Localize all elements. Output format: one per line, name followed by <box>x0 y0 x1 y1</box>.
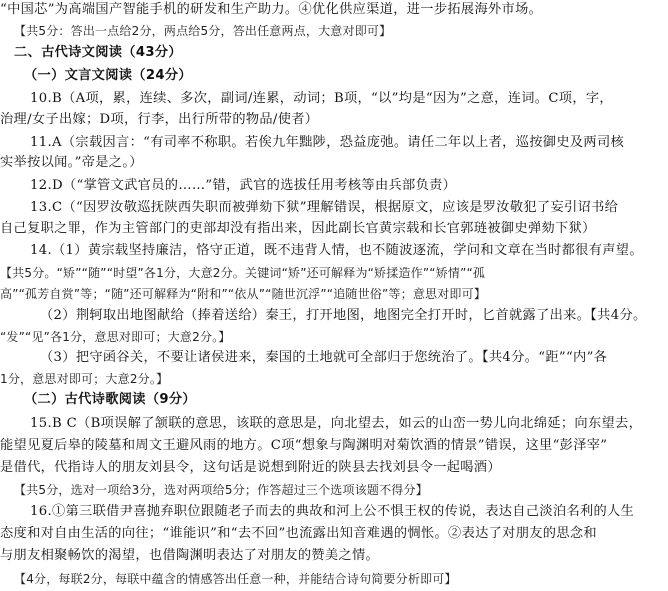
text-line: 实举按以闻。”帝是之。） <box>0 155 143 170</box>
text-line: “中国芯”为高端国产智能手机的研发和生产助力。④优化供应渠道，进一步拓展海外市场。 <box>0 2 543 17</box>
answer-12: 12.D（“掌管文武官员的……”错，武官的选拔任用考核等由兵部负责） <box>30 178 457 193</box>
scoring-note: 高”“孤芳自赏”等；“随”还可解释为“附和”“依从”“随世沉浮”“追随世俗”等；意思对即可】 <box>0 287 487 301</box>
subsection-heading: （一）文言文阅读（24分） <box>24 68 192 83</box>
answer-15: 15.B C（B项误解了颔联的意思，该联的意思是，向北望去，如云的山峦一势儿向北绵延；向东望去， <box>30 416 643 431</box>
scoring-note: 1分，意思对即可；大意2分。】 <box>0 372 169 386</box>
text-line: 态度和对自由生活的向往；“谁能识”和“去不回”也流露出知音难遇的惆怅。②表达了对朋友的思念和 <box>0 526 597 541</box>
text-line: 自己复职之罪，作为主管部门的吏部却没有指出来，因此副长官黄宗载和长官郭琏被御史弹劾下狱） <box>0 221 596 236</box>
answer-11: 11.A（宗载因言：“有司率不称职。若俟九年黜陟，恐益庞弛。请任二年以上者，巡按御史及两司核 <box>30 135 625 150</box>
text-line: 是借代，代指诗人的朋友刘县令，这句话是说想到附近的陕县去找刘县令一起喝酒） <box>0 460 501 475</box>
text-line: 治理/女子出嫁；D项，行李，出行所带的物品/使者） <box>0 112 319 127</box>
answer-14-3: （3）把守函谷关，不要让诸侯进来，秦国的土地就可全部归于您统治了。【共4分。“距”“内”各 <box>40 350 608 365</box>
scoring-note: 【4分，每联2分，每联中蕴含的情感答出任意一种，并能结合诗句简要分析即可】 <box>14 572 457 586</box>
answer-13: 13.C（“因罗汝敬巡抚陕西失职而被弹劾下狱”理解错误，根据原文，应该是罗汝敬犯了妄引诏书给 <box>30 200 619 215</box>
section-heading: 二、古代诗文阅读（43分） <box>14 45 182 60</box>
answer-14-2: （2）荆轲取出地图献给（捧着送给）秦王，打开地图，地图完全打开时，匕首就露了出来。【共4分。 <box>40 308 647 323</box>
scoring-note: 【共5分。“矫”“随”“时望”各1分，大意2分。关键词“矫”还可解释为“矫揉造作”“矫情”“孤 <box>0 266 486 280</box>
subsection-heading: （二）古代诗歌阅读（9分） <box>24 392 196 407</box>
answer-10: 10.B（A项，累，连续、多次，副词/连累，动词；B项，“以”均是“因为”之意，连词。C项，字， <box>30 91 613 106</box>
answer-14-1: 14.（1）黄宗载坚持廉洁，恪守正道，既不违背人情，也不随波逐流，学问和文章在当时都很有声望。 <box>30 243 643 258</box>
scoring-note: 【共5分，选对一项给3分，选对两项给5分；作答超过三个选项该题不得分】 <box>14 483 428 497</box>
answer-16: 16.①第三联借尹喜抛弃职位跟随老子而去的典故和河上公不惧王权的传说，表达自己淡泊名利的人生 <box>30 504 635 519</box>
text-line: 能望见夏后皋的陵墓和周文王避风雨的地方。C项“想象与陶渊明对菊饮酒的情景”错误，这里“彭泽宰” <box>0 438 608 453</box>
scoring-note: 【共5分：答出一点给2分，两点给5分，答出任意两点，大意对即可】 <box>14 24 392 38</box>
text-line: 与朋友相聚畅饮的渴望，也借陶渊明表达了对朋友的赞美之情。 <box>0 548 380 563</box>
scoring-note: “发”“见”各1分，意思对即可；大意2分。】 <box>0 330 231 344</box>
